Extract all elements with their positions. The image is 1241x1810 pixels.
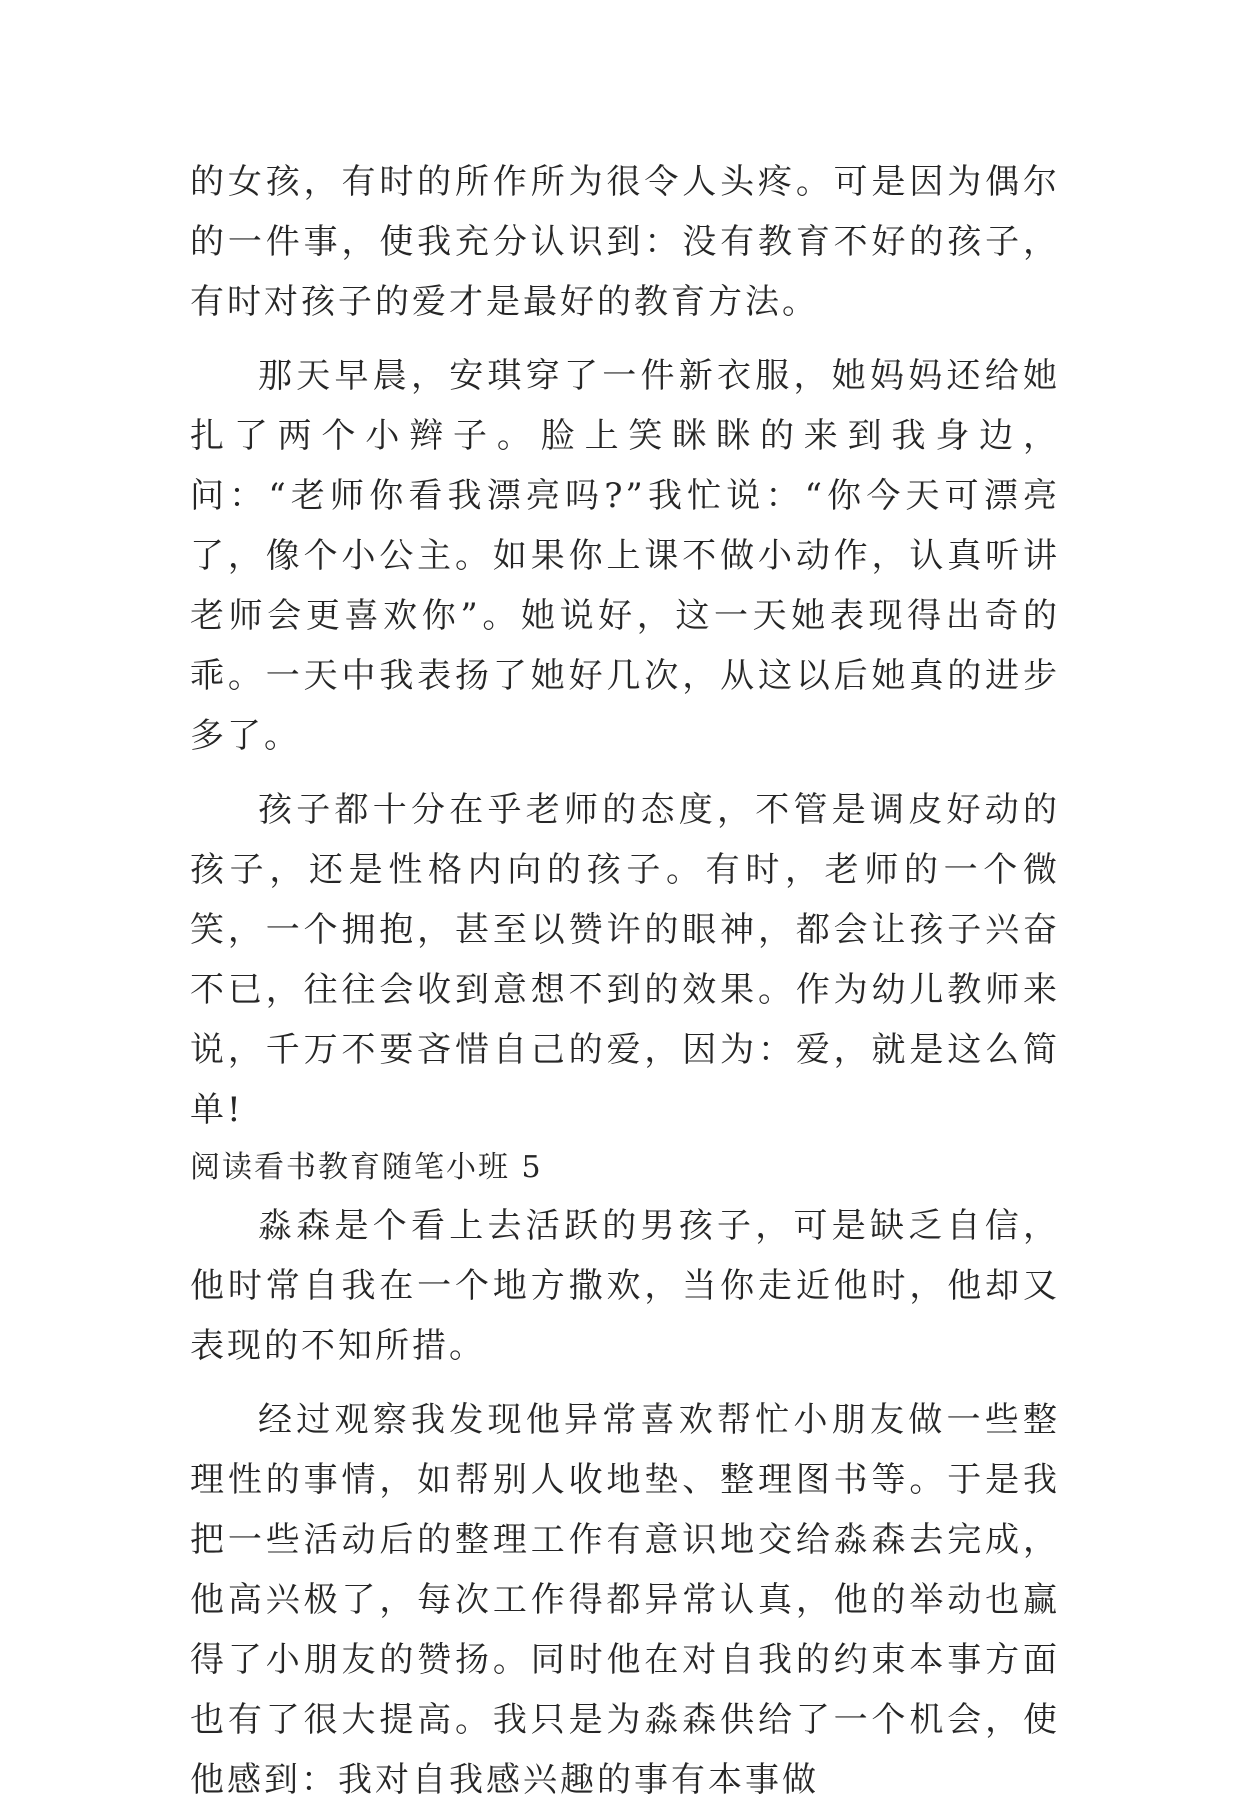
paragraph-conclusion: 孩子都十分在乎老师的态度，不管是调皮好动的孩子，还是性格内向的孩子。有时，老师的一个微笑，一个拥抱，甚至以赞许的眼神，都会让孩子兴奋不已，往往会收到意想不到的效果。作为幼儿教师来说，千万不要吝惜自己的爱，因为：爱，就是这么简单! — [190, 790, 1060, 1130]
document-body — [190, 152, 1060, 1810]
paragraph-miaosen-observation: 经过观察我发现他异常喜欢帮忙小朋友做一些整理性的事情，如帮别人收地垫、整理图书等。于是我把一些活动后的整理工作有意识地交给淼森去完成，他高兴极了，每次工作得都异常认真，他的举动也赢得了小朋友的赞扬。同时他在对自我的约束本事方面也有了很大提高。我只是为淼森供给了一个机会，使他感到：我对自我感兴趣的事有本事做 — [190, 1400, 1060, 1800]
paragraph-miaosen-intro: 淼森是个看上去活跃的男孩子，可是缺乏自信，他时常自我在一个地方撒欢，当你走近他时，他却又表现的不知所措。 — [190, 1206, 1060, 1366]
section-heading: 阅读看书教育随笔小班 5 — [190, 1150, 543, 1185]
paragraph-anqi-story: 那天早晨，安琪穿了一件新衣服，她妈妈还给她扎了两个小辫子。脸上笑眯眯的来到我身边，问：“老师你看我漂亮吗?”我忙说：“你今天可漂亮了，像个小公主。如果你上课不做小动作，认真听讲老师会更喜欢你”。她说好，这一天她表现得出奇的乖。一天中我表扬了她好几次，从这以后她真的进步多了。 — [190, 356, 1060, 756]
paragraph-continued: 的女孩，有时的所作所为很令人头疼。可是因为偶尔的一件事，使我充分认识到：没有教育不好的孩子，有时对孩子的爱才是最好的教育方法。 — [190, 162, 1060, 322]
